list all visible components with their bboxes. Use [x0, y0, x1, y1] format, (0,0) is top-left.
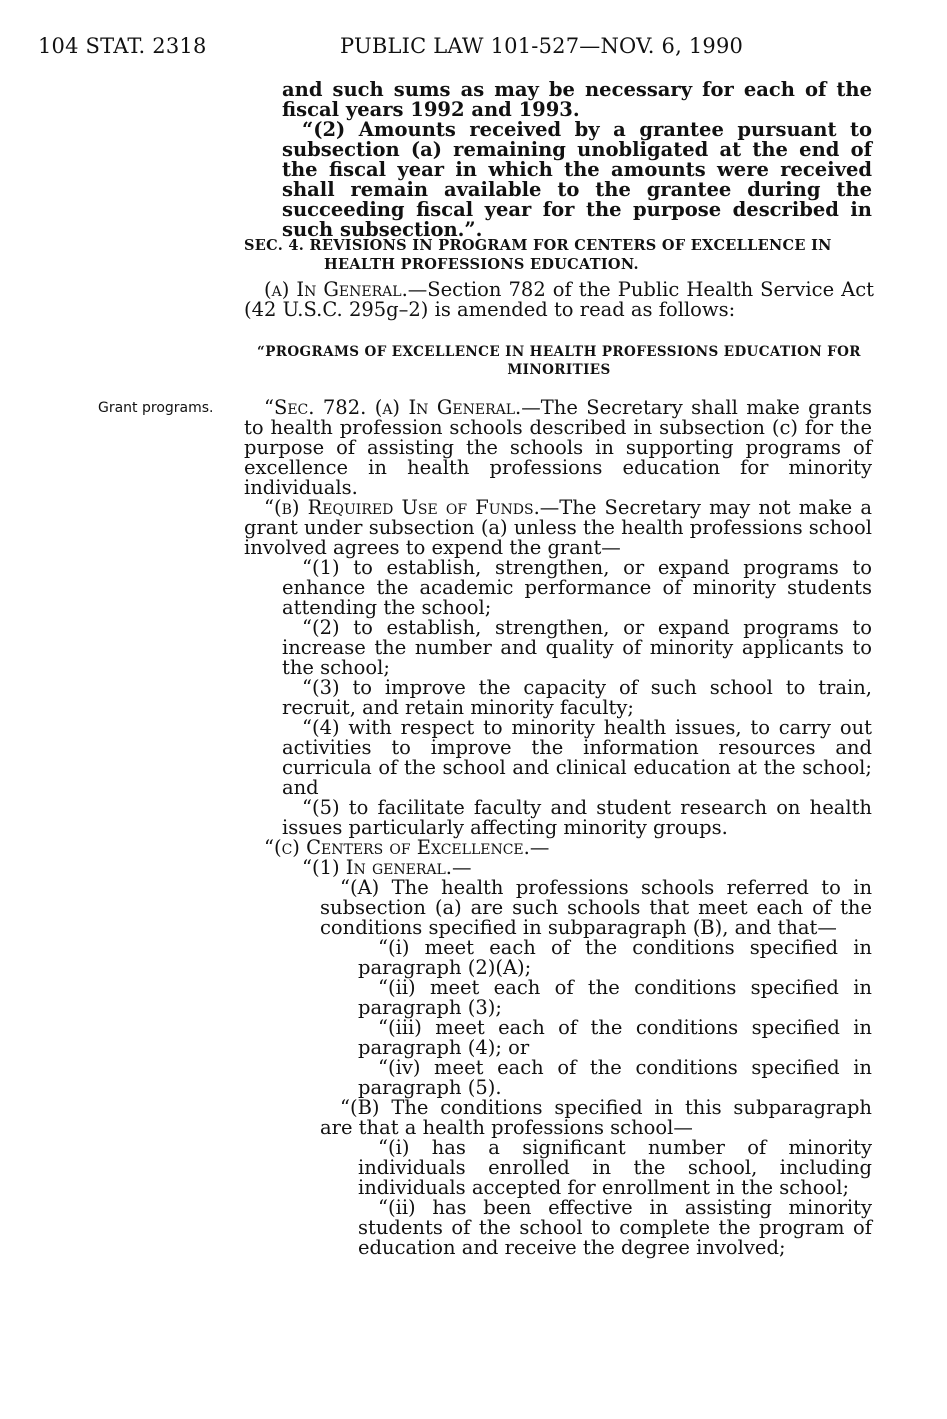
section-782-body — [244, 398, 872, 1258]
paragraph-b4: “(4) with respect to minority health issues, to carry out activities to improve the information resources and curricula of the school and clinical education at the school; and — [282, 716, 872, 799]
law-title: PUBLIC LAW 101-527—NOV. 6, 1990 — [340, 34, 744, 58]
clause-cBii: “(ii) has been effective in assisting minority students of the school to complete the program of education and receive the degree involved; — [358, 1196, 872, 1259]
amendment-paragraph — [244, 280, 874, 320]
part-heading — [244, 343, 874, 379]
lead-paragraph-1: and such sums as may be necessary for each of the fiscal years 1992 and 1993. — [282, 78, 872, 121]
paragraph-c1-heading: “(1) In general.— — [302, 856, 472, 879]
clause-cAii: “(ii) meet each of the conditions specified in paragraph (3); — [358, 976, 872, 1019]
paragraph-b1: “(1) to establish, strengthen, or expand programs to enhance the academic performance of minority students attending the school; — [282, 556, 872, 619]
clause-cAiii: “(iii) meet each of the conditions specified in paragraph (4); or — [358, 1016, 872, 1059]
subsection-a — [244, 398, 872, 498]
continued-text — [282, 80, 872, 240]
margin-note: Grant programs. — [98, 400, 214, 416]
part-heading-line-1: “PROGRAMS OF EXCELLENCE IN HEALTH PROFESSIONS EDUCATION FOR — [257, 344, 861, 360]
subparagraph-cB: “(B) The conditions specified in this subparagraph are that a health professions school— — [320, 1096, 872, 1139]
clause-cBi: “(i) has a significant number of minority individuals enrolled in the school, including individuals accepted for enrollment in the school; — [358, 1136, 872, 1199]
subsection-b — [244, 498, 872, 558]
subsection-b-label: “(b) Required Use of Funds. — [264, 496, 540, 519]
page-header — [0, 34, 947, 64]
paragraph-b3: “(3) to improve the capacity of such school to train, recruit, and retain minority faculty; — [282, 676, 872, 719]
clause-cAiv: “(iv) meet each of the conditions specified in paragraph (5). — [358, 1056, 872, 1099]
section-heading-line-1: SEC. 4. REVISIONS IN PROGRAM FOR CENTERS OF EXCELLENCE IN — [244, 237, 832, 254]
section-heading — [244, 236, 874, 274]
paragraph-b2: “(2) to establish, strengthen, or expand programs to increase the number and quality of minority applicants to the school; — [282, 616, 872, 679]
subsection-a-label: “Sec. 782. (a) In General. — [264, 396, 522, 419]
amend-text: —Section 782 of the Public Health Service Act (42 U.S.C. 295g–2) is amended to read as follows: — [244, 278, 875, 321]
part-heading-line-2: MINORITIES — [507, 362, 611, 378]
section-heading-line-2: HEALTH PROFESSIONS EDUCATION. — [324, 256, 639, 273]
paragraph-b5: “(5) to facilitate faculty and student research on health issues particularly affecting minority groups. — [282, 796, 872, 839]
subparagraph-cA: “(A) The health professions schools referred to in subsection (a) are such schools that meet each of the conditions specified in subparagraph (B), and that— — [320, 876, 872, 939]
lead-paragraph-2: “(2) Amounts received by a grantee pursuant to subsection (a) remaining unobligated at the end of the fiscal year in which the amounts were received shall remain available to the grantee during the succeeding fiscal year for the purpose described in such subsection.”. — [282, 118, 872, 241]
subsection-a-text: —The Secretary shall make grants to health profession schools described in subsection (c) for the purpose of assisting the schools in supporting programs of excellence in health professions education for minority individuals. — [244, 396, 872, 499]
statute-page-number: 104 STAT. 2318 — [38, 34, 207, 58]
subsection-c-heading: “(c) Centers of Excellence.— — [264, 836, 550, 859]
subsection-b-text: —The Secretary may not make a grant under subsection (a) unless the health professions school involved agrees to expend the grant— — [244, 496, 872, 559]
amend-label: (a) In General. — [264, 278, 408, 301]
clause-cAi: “(i) meet each of the conditions specified in paragraph (2)(A); — [358, 936, 872, 979]
